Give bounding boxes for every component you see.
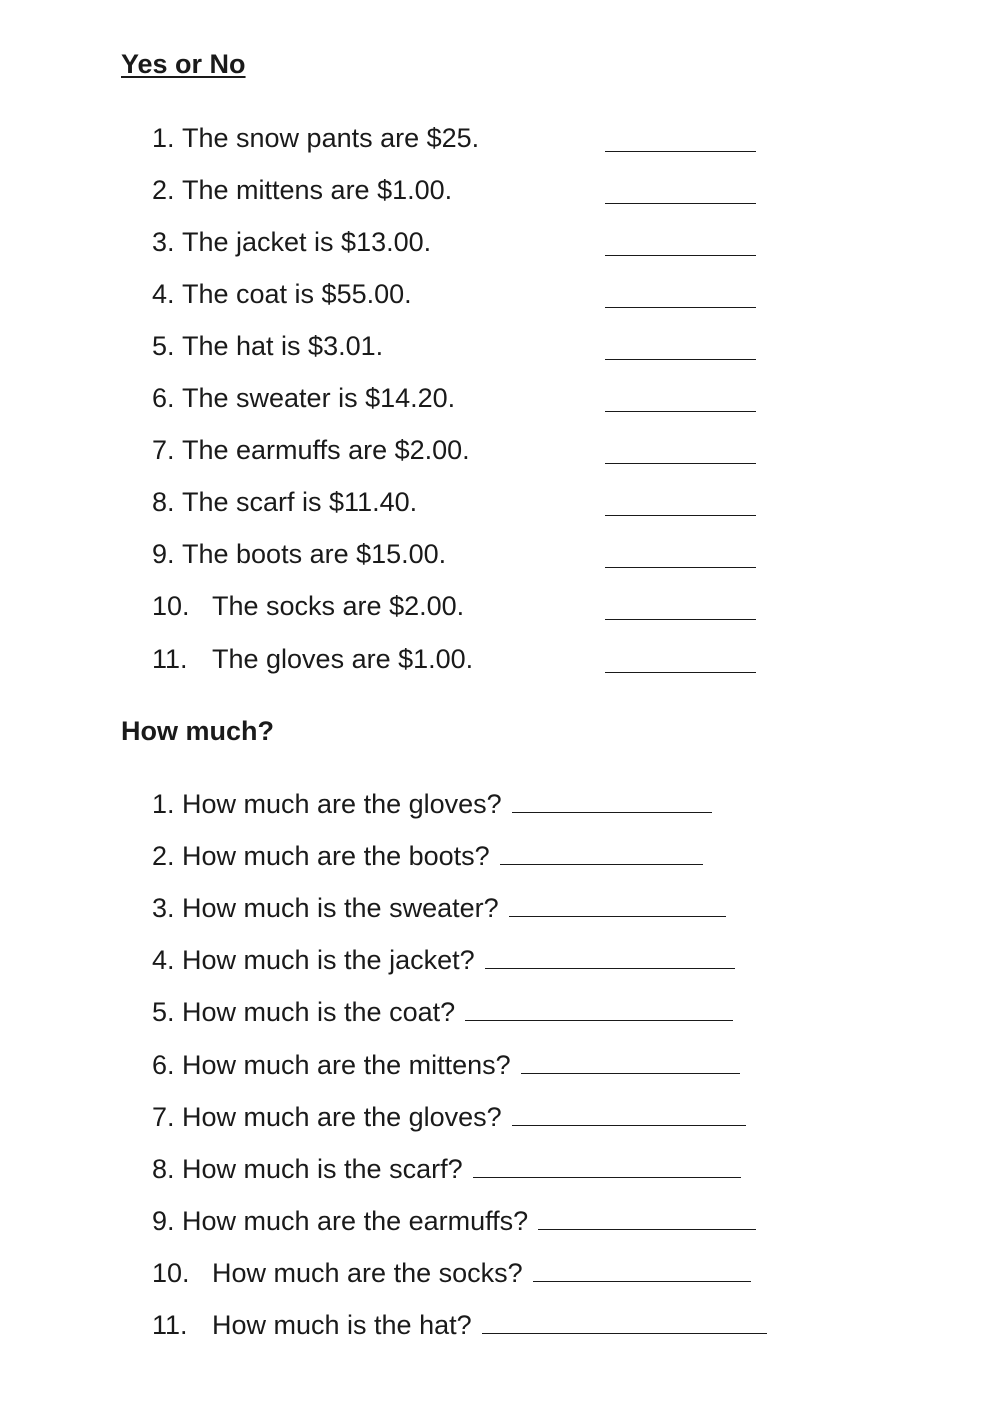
item-number: 3. bbox=[152, 893, 175, 923]
item-text: How much is the hat? bbox=[212, 1310, 472, 1340]
item-number: 5. bbox=[152, 997, 175, 1027]
item-text: The socks are $2.00. bbox=[212, 591, 465, 621]
answer-blank[interactable] bbox=[605, 151, 756, 152]
item-text: How much are the gloves? bbox=[182, 789, 502, 819]
item-number: 11. bbox=[152, 644, 188, 674]
answer-blank[interactable] bbox=[512, 1125, 746, 1126]
item-number: 2. bbox=[152, 841, 175, 871]
answer-blank[interactable] bbox=[538, 1229, 756, 1230]
yes-no-item bbox=[152, 433, 470, 467]
yes-no-item bbox=[152, 537, 446, 571]
answer-blank[interactable] bbox=[605, 672, 756, 673]
yes-no-item bbox=[152, 225, 431, 259]
item-number: 4. bbox=[152, 945, 175, 975]
answer-blank[interactable] bbox=[500, 864, 703, 865]
item-number: 11. bbox=[152, 1310, 188, 1340]
item-number: 6. bbox=[152, 383, 175, 413]
how-much-item bbox=[152, 1152, 741, 1186]
item-number: 7. bbox=[152, 435, 175, 465]
answer-blank[interactable] bbox=[605, 619, 756, 620]
item-number: 9. bbox=[152, 1206, 175, 1236]
item-number: 8. bbox=[152, 1154, 175, 1184]
answer-blank[interactable] bbox=[473, 1177, 741, 1178]
item-text: The jacket is $13.00. bbox=[182, 227, 432, 257]
yes-no-item bbox=[152, 485, 417, 519]
item-text: How much is the jacket? bbox=[182, 945, 475, 975]
item-number: 10. bbox=[152, 1258, 190, 1288]
item-text: The hat is $3.01. bbox=[182, 331, 384, 361]
item-text: The sweater is $14.20. bbox=[182, 383, 456, 413]
item-text: The snow pants are $25. bbox=[182, 123, 480, 153]
yes-no-item bbox=[152, 329, 383, 363]
item-number: 8. bbox=[152, 487, 175, 517]
answer-blank[interactable] bbox=[512, 812, 712, 813]
how-much-item bbox=[152, 1256, 751, 1290]
yes-no-item bbox=[152, 589, 464, 623]
how-much-item bbox=[152, 891, 726, 925]
how-much-item bbox=[152, 1308, 767, 1342]
item-number: 2. bbox=[152, 175, 175, 205]
yes-no-item bbox=[152, 381, 455, 415]
item-number: 4. bbox=[152, 279, 175, 309]
how-much-item bbox=[152, 839, 703, 873]
item-text: The coat is $55.00. bbox=[182, 279, 412, 309]
item-text: The earmuffs are $2.00. bbox=[182, 435, 470, 465]
yes-no-item bbox=[152, 173, 452, 207]
how-much-item bbox=[152, 995, 733, 1029]
yes-no-item bbox=[152, 642, 473, 676]
how-much-item bbox=[152, 943, 735, 977]
answer-blank[interactable] bbox=[509, 916, 726, 917]
answer-blank[interactable] bbox=[605, 255, 756, 256]
item-text: How much are the boots? bbox=[182, 841, 490, 871]
answer-blank[interactable] bbox=[605, 411, 756, 412]
item-number: 9. bbox=[152, 539, 175, 569]
answer-blank[interactable] bbox=[605, 359, 756, 360]
item-text: How much is the coat? bbox=[182, 997, 456, 1027]
item-text: How much are the gloves? bbox=[182, 1102, 502, 1132]
how-much-item bbox=[152, 1204, 756, 1238]
answer-blank[interactable] bbox=[521, 1073, 740, 1074]
how-much-item bbox=[152, 1100, 746, 1134]
section-title-yes-or-no: Yes or No bbox=[121, 49, 246, 79]
item-text: The scarf is $11.40. bbox=[182, 487, 418, 517]
section-title-how-much: How much? bbox=[121, 716, 274, 746]
item-number: 10. bbox=[152, 591, 190, 621]
answer-blank[interactable] bbox=[482, 1333, 767, 1334]
item-number: 5. bbox=[152, 331, 175, 361]
item-number: 3. bbox=[152, 227, 175, 257]
answer-blank[interactable] bbox=[605, 307, 756, 308]
answer-blank[interactable] bbox=[605, 463, 756, 464]
answer-blank[interactable] bbox=[485, 968, 735, 969]
item-text: How much are the earmuffs? bbox=[182, 1206, 529, 1236]
answer-blank[interactable] bbox=[605, 567, 756, 568]
item-text: The gloves are $1.00. bbox=[212, 644, 474, 674]
yes-no-item bbox=[152, 277, 412, 311]
item-number: 7. bbox=[152, 1102, 175, 1132]
how-much-item bbox=[152, 787, 712, 821]
answer-blank[interactable] bbox=[605, 515, 756, 516]
item-text: How much are the socks? bbox=[212, 1258, 523, 1288]
item-text: How much are the mittens? bbox=[182, 1050, 511, 1080]
answer-blank[interactable] bbox=[605, 203, 756, 204]
item-text: How much is the sweater? bbox=[182, 893, 499, 923]
answer-blank[interactable] bbox=[533, 1281, 751, 1282]
item-number: 1. bbox=[152, 123, 175, 153]
item-number: 6. bbox=[152, 1050, 175, 1080]
item-number: 1. bbox=[152, 789, 175, 819]
how-much-item bbox=[152, 1048, 740, 1082]
item-text: The boots are $15.00. bbox=[182, 539, 447, 569]
item-text: The mittens are $1.00. bbox=[182, 175, 453, 205]
yes-no-item bbox=[152, 121, 479, 155]
answer-blank[interactable] bbox=[465, 1020, 733, 1021]
item-text: How much is the scarf? bbox=[182, 1154, 463, 1184]
